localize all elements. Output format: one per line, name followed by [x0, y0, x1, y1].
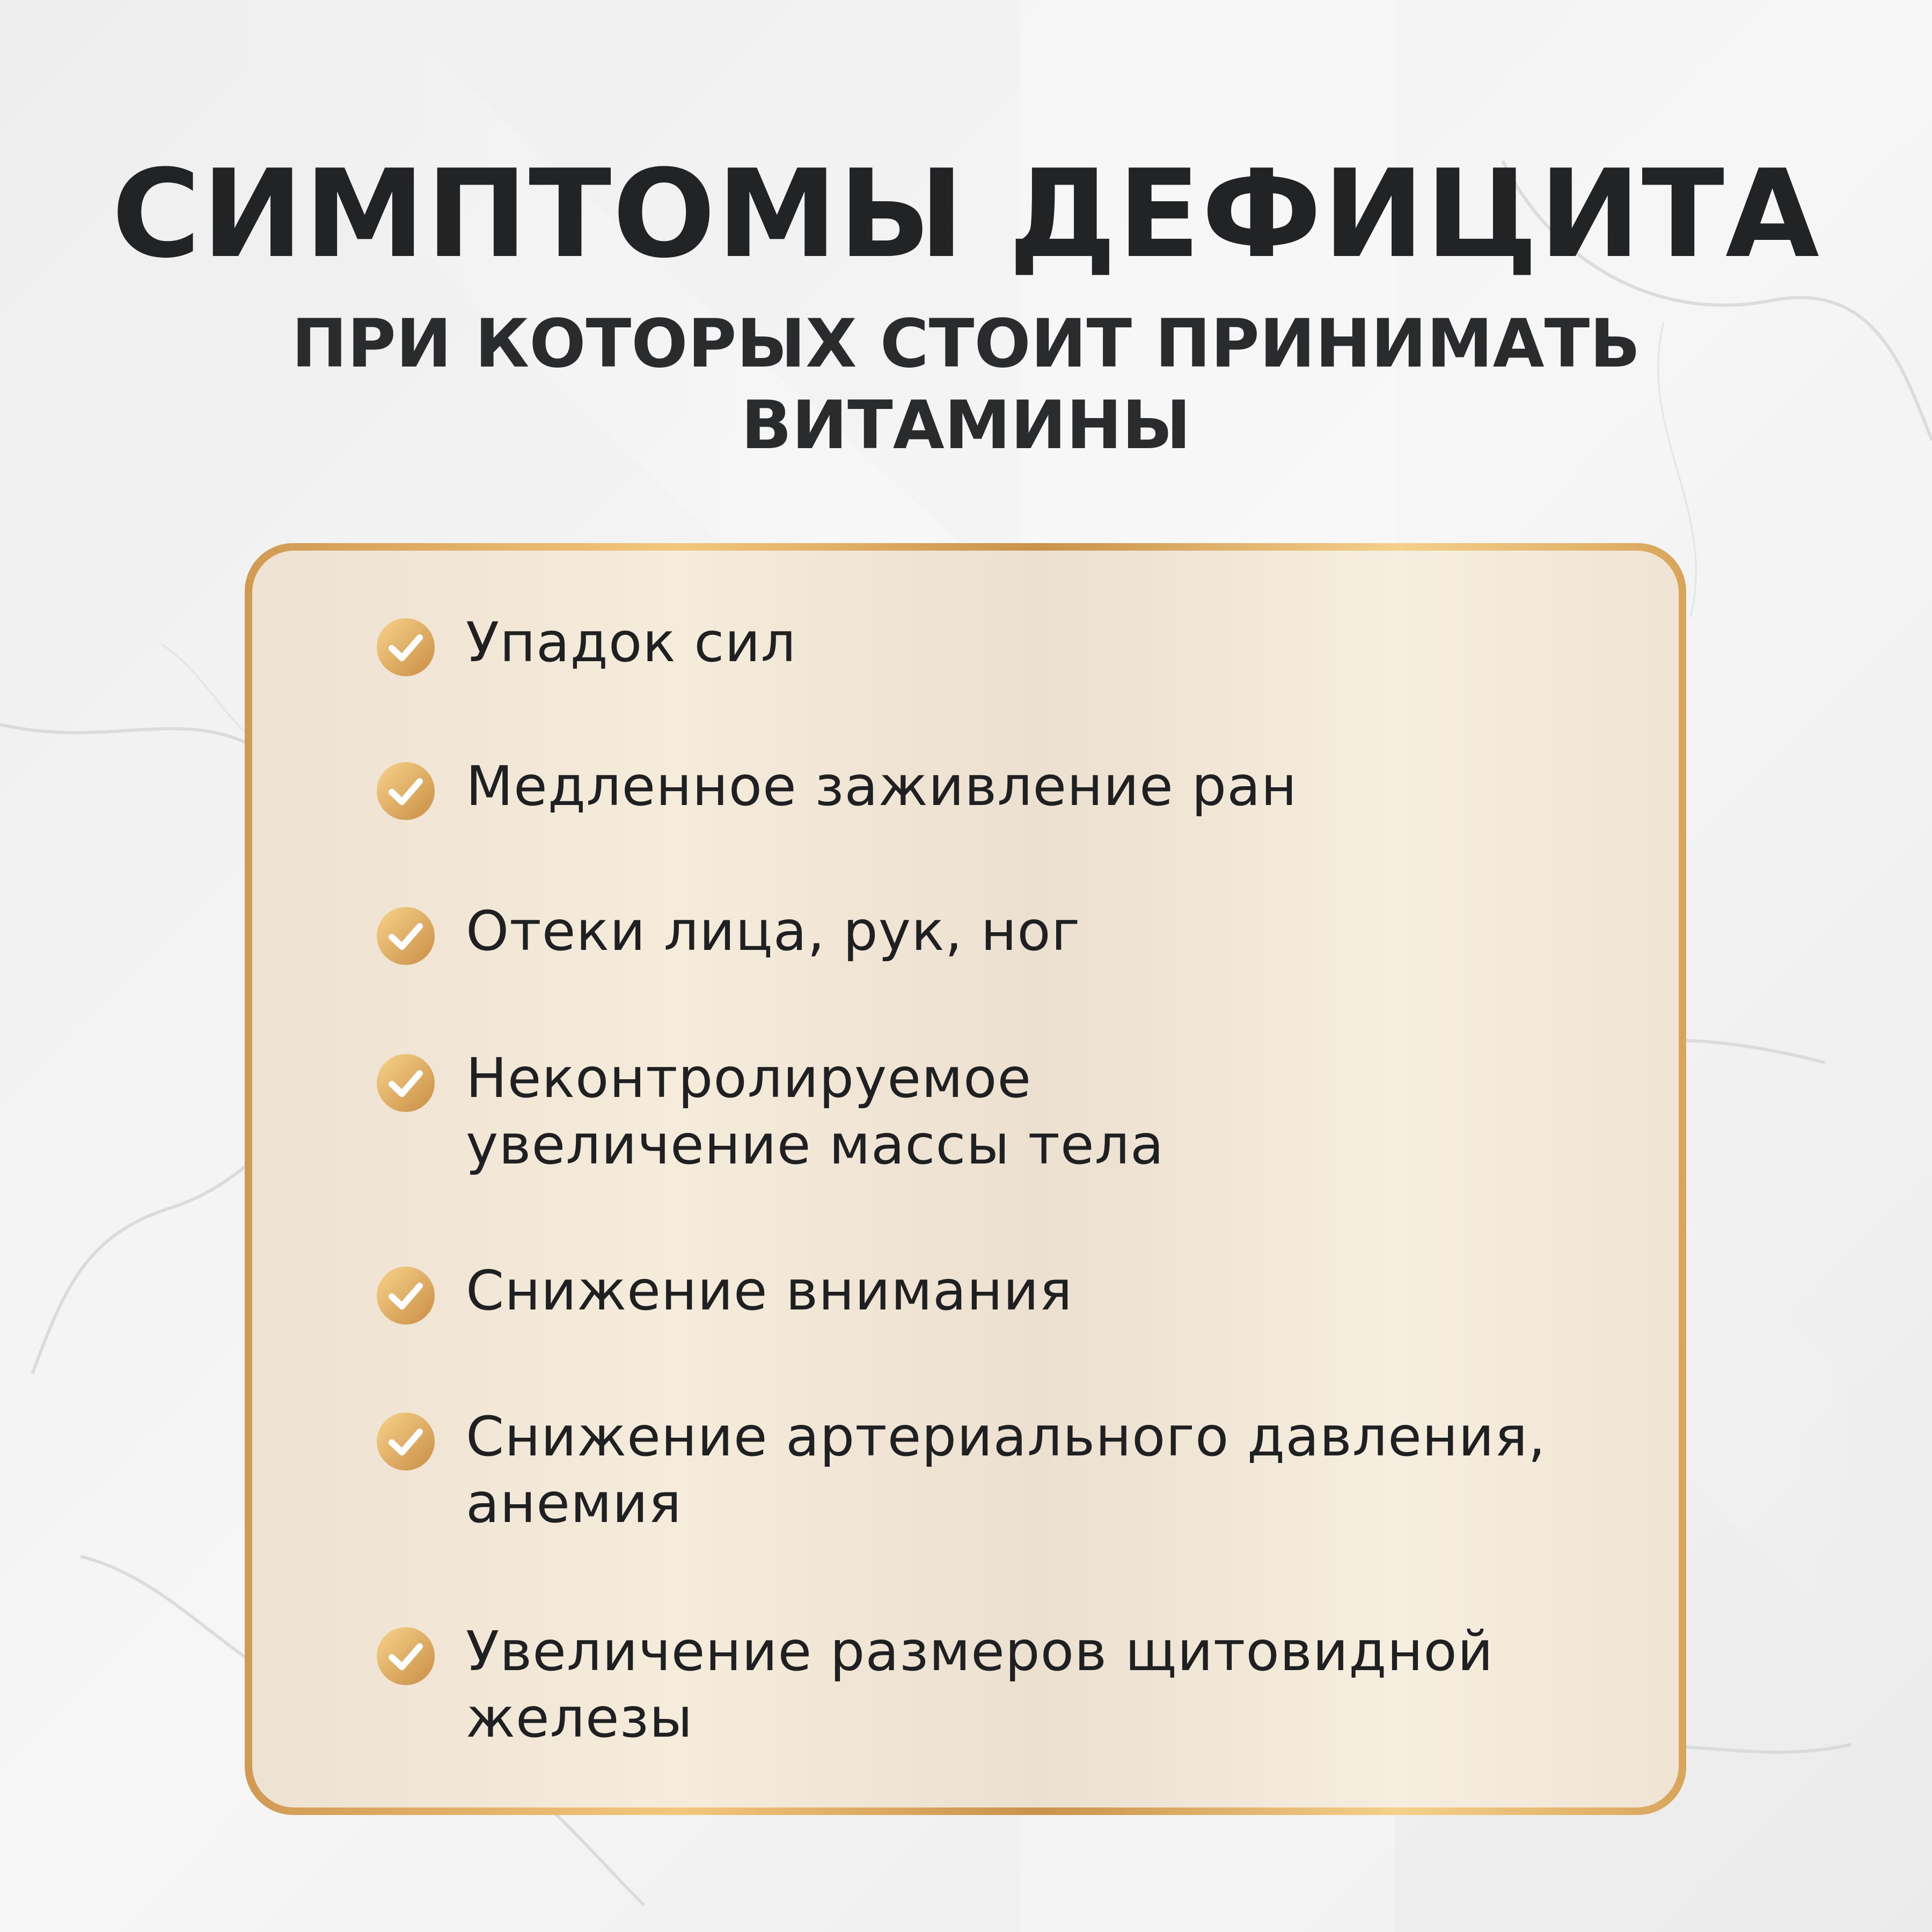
check-circle-icon	[376, 1626, 436, 1686]
symptom-label: Медленное заживление ран	[466, 755, 1298, 818]
check-circle-icon	[376, 1265, 436, 1326]
check-circle-icon	[376, 761, 436, 821]
symptom-label: Отеки лица, рук, ног	[466, 899, 1081, 963]
page-subtitle: ПРИ КОТОРЫХ СТОИТ ПРИНИМАТЬ ВИТАМИНЫ	[291, 305, 1641, 464]
check-circle-icon	[376, 1053, 436, 1113]
symptom-label: Увеличение размеров щитовидной железы	[466, 1620, 1494, 1750]
check-circle-icon	[376, 617, 436, 677]
check-circle-icon	[376, 906, 436, 966]
page-title: СИМПТОМЫ ДЕФИЦИТА	[112, 144, 1820, 285]
check-circle-icon	[376, 1411, 436, 1472]
symptom-label: Неконтролируемое увеличение массы тела	[466, 1046, 1165, 1177]
symptom-label: Снижение артериального давления, анемия	[466, 1405, 1546, 1535]
symptom-label: Снижение внимания	[466, 1259, 1073, 1323]
symptom-label: Упадок сил	[466, 611, 796, 675]
